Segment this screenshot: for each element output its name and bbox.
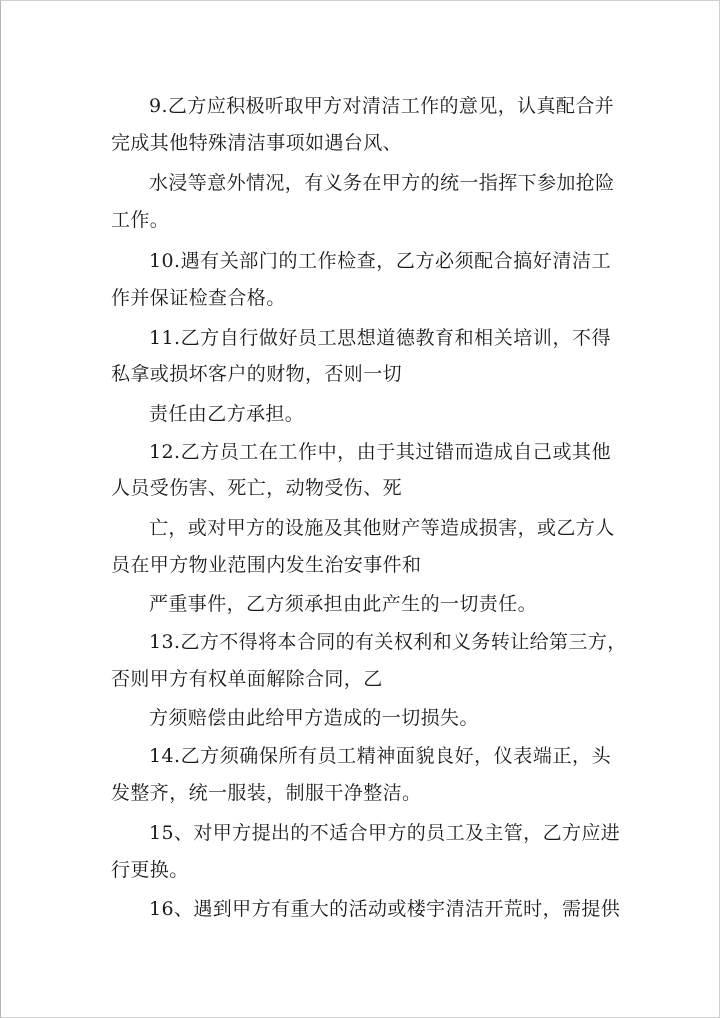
text-line: 14.乙方须确保所有员工精神面貌良好，仪表端正，头: [149, 745, 611, 767]
text-line: 员在甲方物业范围内发生治安事件和: [111, 554, 422, 576]
text-line: 行更换。: [111, 859, 189, 881]
text-line: 作并保证检查合格。: [111, 287, 286, 309]
text-line: 私拿或损坏客户的财物，否则一切: [111, 363, 403, 385]
text-line: 责任由乙方承担。: [149, 403, 305, 425]
text-line: 否则甲方有权单面解除合同，乙: [111, 668, 383, 690]
text-line: 11.乙方自行做好员工思想道德教育和相关培训，不得: [149, 327, 611, 349]
text-line: 水浸等意外情况，有义务在甲方的统一指挥下参加抢险: [149, 172, 615, 194]
text-line: 方须赔偿由此给甲方造成的一切损失。: [149, 707, 479, 729]
text-line: 15、对甲方提出的不适合甲方的员工及主管，乙方应进: [149, 822, 621, 844]
text-line: 发整齐，统一服装，制服干净整洁。: [111, 782, 422, 804]
text-line: 工作。: [111, 209, 170, 231]
text-line: 完成其他特殊清洁事项如遇台风、: [111, 132, 403, 154]
text-line: 12.乙方员工在工作中，由于其过错而造成自己或其他: [149, 441, 611, 463]
text-line: 人员受伤害、死亡，动物受伤、死: [111, 477, 403, 499]
text-line: 亡，或对甲方的设施及其他财产等造成损害，或乙方人: [149, 517, 615, 539]
text-line: 16、遇到甲方有重大的活动或楼宇清洁开荒时，需提供: [149, 898, 621, 920]
text-line: 9.乙方应积极听取甲方对清洁工作的意见，认真配合并: [149, 95, 615, 117]
text-line: 严重事件，乙方须承担由此产生的一切责任。: [149, 593, 538, 615]
text-line: 10.遇有关部门的工作检查，乙方必须配合搞好清洁工: [149, 250, 611, 272]
text-line: 13.乙方不得将本合同的有关权利和义务转让给第三方，: [149, 631, 627, 653]
